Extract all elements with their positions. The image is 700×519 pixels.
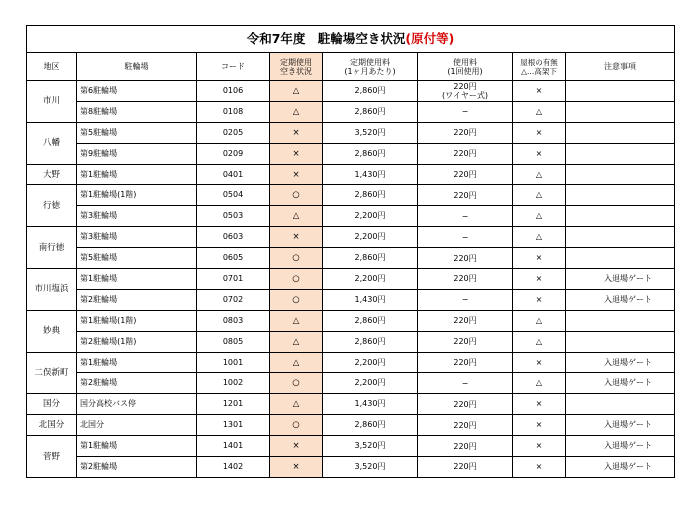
code-cell: 1301	[197, 415, 270, 436]
table-row	[27, 269, 675, 290]
code-cell: 1201	[197, 394, 270, 415]
roof-cell: △	[513, 227, 566, 248]
header-availability-line2: 空き状況	[280, 66, 312, 76]
code-cell: 0702	[197, 289, 270, 310]
code-cell: 1001	[197, 352, 270, 373]
area-cell: 国分	[27, 394, 77, 415]
notes-cell	[566, 227, 675, 248]
monthly-fee-cell: 2,200円	[323, 373, 418, 394]
lot-name-cell: 第2駐輪場(1階)	[77, 331, 197, 352]
monthly-fee-cell: 2,860円	[323, 101, 418, 122]
daily-fee-cell: −	[418, 227, 513, 248]
monthly-fee-cell: 2,200円	[323, 269, 418, 290]
table-row	[27, 394, 675, 415]
lot-name-cell: 第3駐輪場	[77, 227, 197, 248]
daily-fee-cell: 220円	[418, 164, 513, 185]
code-cell: 1002	[197, 373, 270, 394]
roof-cell: ×	[513, 436, 566, 457]
lot-name-cell: 第5駐輪場	[77, 122, 197, 143]
header-daily-line1: 使用料	[453, 57, 477, 67]
table-row	[27, 289, 675, 310]
table-row	[27, 101, 675, 122]
code-cell: 0205	[197, 122, 270, 143]
header-code: コード	[197, 53, 270, 81]
roof-cell: △	[513, 101, 566, 122]
lot-name-cell: 国分高校バス停	[77, 394, 197, 415]
code-cell: 0504	[197, 185, 270, 206]
table-row	[27, 122, 675, 143]
table-row	[27, 81, 675, 102]
availability-cell: ×	[270, 227, 323, 248]
area-cell: 菅野	[27, 436, 77, 478]
monthly-fee-cell: 2,200円	[323, 227, 418, 248]
lot-name-cell: 第9駐輪場	[77, 143, 197, 164]
notes-cell: 入退場ゲート	[566, 436, 675, 457]
table-row	[27, 227, 675, 248]
code-cell: 0701	[197, 269, 270, 290]
availability-cell: ○	[270, 415, 323, 436]
availability-cell: ×	[270, 143, 323, 164]
roof-cell: ×	[513, 248, 566, 269]
monthly-fee-cell: 2,200円	[323, 206, 418, 227]
notes-cell	[566, 331, 675, 352]
availability-cell: △	[270, 101, 323, 122]
monthly-fee-cell: 2,860円	[323, 310, 418, 331]
notes-cell	[566, 185, 675, 206]
availability-cell: △	[270, 331, 323, 352]
monthly-fee-cell: 2,860円	[323, 81, 418, 102]
area-cell: 南行徳	[27, 227, 77, 269]
code-cell: 1401	[197, 436, 270, 457]
monthly-fee-cell: 3,520円	[323, 122, 418, 143]
daily-fee-cell: −	[418, 206, 513, 227]
daily-fee-cell: 220円	[418, 143, 513, 164]
roof-cell: ×	[513, 289, 566, 310]
availability-cell: △	[270, 81, 323, 102]
header-monthly-line1: 定期使用料	[350, 57, 390, 67]
availability-cell: ×	[270, 436, 323, 457]
monthly-fee-cell: 3,520円	[323, 457, 418, 478]
roof-cell: ×	[513, 457, 566, 478]
notes-cell: 入退場ゲート	[566, 457, 675, 478]
monthly-fee-cell: 2,860円	[323, 143, 418, 164]
roof-cell: ×	[513, 143, 566, 164]
monthly-fee-cell: 1,430円	[323, 394, 418, 415]
area-cell: 八幡	[27, 122, 77, 164]
roof-cell: △	[513, 331, 566, 352]
lot-name-cell: 第2駐輪場	[77, 373, 197, 394]
monthly-fee-cell: 1,430円	[323, 164, 418, 185]
notes-cell	[566, 101, 675, 122]
notes-cell: 入退場ゲート	[566, 289, 675, 310]
availability-cell: ×	[270, 457, 323, 478]
code-cell: 0603	[197, 227, 270, 248]
daily-fee-value: 220円	[453, 81, 477, 91]
availability-cell: △	[270, 394, 323, 415]
availability-cell: △	[270, 206, 323, 227]
notes-cell	[566, 122, 675, 143]
code-cell: 0803	[197, 310, 270, 331]
monthly-fee-cell: 2,860円	[323, 185, 418, 206]
header-availability-line1: 定期使用	[280, 57, 312, 67]
monthly-fee-cell: 2,860円	[323, 415, 418, 436]
roof-cell: △	[513, 185, 566, 206]
header-lot: 駐輪場	[77, 53, 197, 81]
parking-availability-sheet	[26, 25, 674, 478]
title-highlight: (原付等)	[405, 31, 455, 46]
lot-name-cell: 北国分	[77, 415, 197, 436]
table-row	[27, 143, 675, 164]
notes-cell	[566, 206, 675, 227]
availability-cell: △	[270, 310, 323, 331]
notes-cell	[566, 394, 675, 415]
daily-fee-cell: 220円	[418, 269, 513, 290]
daily-fee-cell: 220円	[418, 394, 513, 415]
header-roof	[513, 53, 566, 81]
roof-cell: △	[513, 373, 566, 394]
monthly-fee-cell: 2,860円	[323, 331, 418, 352]
header-daily-line2: (1回使用)	[447, 66, 483, 76]
table-row	[27, 436, 675, 457]
notes-cell	[566, 164, 675, 185]
table-row	[27, 373, 675, 394]
area-cell: 大野	[27, 164, 77, 185]
lot-name-cell: 第6駐輪場	[77, 81, 197, 102]
table-row	[27, 457, 675, 478]
daily-fee-cell: −	[418, 101, 513, 122]
area-cell: 行徳	[27, 185, 77, 227]
notes-cell	[566, 143, 675, 164]
code-cell: 0401	[197, 164, 270, 185]
notes-cell: 入退場ゲート	[566, 415, 675, 436]
roof-cell: △	[513, 164, 566, 185]
table-row	[27, 310, 675, 331]
roof-cell: ×	[513, 269, 566, 290]
code-cell: 0108	[197, 101, 270, 122]
table-row	[27, 352, 675, 373]
daily-fee-cell: 220円	[418, 185, 513, 206]
daily-fee-cell: 220円	[418, 415, 513, 436]
title-main: 令和7年度 駐輪場空き状況	[246, 31, 406, 46]
code-cell: 0209	[197, 143, 270, 164]
daily-fee-cell: 220円	[418, 248, 513, 269]
code-cell: 0503	[197, 206, 270, 227]
header-roof-line2: △…高架下	[521, 66, 557, 76]
table-row	[27, 164, 675, 185]
header-monthly-fee	[323, 53, 418, 81]
daily-fee-cell: 220円	[418, 436, 513, 457]
header-area: 地区	[27, 53, 77, 81]
daily-fee-note: (ワイヤー式)	[441, 90, 488, 100]
roof-cell: △	[513, 206, 566, 227]
area-cell: 妙典	[27, 310, 77, 352]
roof-cell: ×	[513, 122, 566, 143]
lot-name-cell: 第2駐輪場	[77, 289, 197, 310]
daily-fee-cell: 220円	[418, 457, 513, 478]
monthly-fee-cell: 2,860円	[323, 248, 418, 269]
header-notes: 注意事項	[566, 53, 675, 81]
availability-cell: ○	[270, 269, 323, 290]
area-cell: 市川塩浜	[27, 269, 77, 311]
notes-cell	[566, 248, 675, 269]
daily-fee-cell: 220円	[418, 352, 513, 373]
lot-name-cell: 第1駐輪場(1階)	[77, 185, 197, 206]
header-monthly-line2: (1ヶ月あたり)	[344, 66, 396, 76]
monthly-fee-cell: 2,200円	[323, 352, 418, 373]
code-cell: 1402	[197, 457, 270, 478]
availability-cell: △	[270, 352, 323, 373]
roof-cell: △	[513, 310, 566, 331]
availability-cell: ×	[270, 122, 323, 143]
availability-cell: ×	[270, 164, 323, 185]
lot-name-cell: 第3駐輪場	[77, 206, 197, 227]
notes-cell	[566, 310, 675, 331]
lot-name-cell: 第1駐輪場(1階)	[77, 310, 197, 331]
notes-cell: 入退場ゲート	[566, 352, 675, 373]
roof-cell: ×	[513, 394, 566, 415]
availability-cell: ○	[270, 373, 323, 394]
roof-cell: ×	[513, 415, 566, 436]
monthly-fee-cell: 1,430円	[323, 289, 418, 310]
daily-fee-cell	[418, 81, 513, 102]
daily-fee-cell: 220円	[418, 122, 513, 143]
area-cell: 市川	[27, 81, 77, 123]
notes-cell: 入退場ゲート	[566, 269, 675, 290]
code-cell: 0805	[197, 331, 270, 352]
area-cell: 北国分	[27, 415, 77, 436]
table-body	[27, 81, 675, 478]
daily-fee-cell: −	[418, 289, 513, 310]
lot-name-cell: 第2駐輪場	[77, 457, 197, 478]
daily-fee-cell: 220円	[418, 310, 513, 331]
roof-cell: ×	[513, 352, 566, 373]
header-row	[27, 53, 675, 81]
page-title	[27, 26, 675, 53]
table-row	[27, 248, 675, 269]
area-cell: 二俣新町	[27, 352, 77, 394]
lot-name-cell: 第1駐輪場	[77, 436, 197, 457]
notes-cell: 入退場ゲート	[566, 373, 675, 394]
code-cell: 0605	[197, 248, 270, 269]
notes-cell	[566, 81, 675, 102]
lot-name-cell: 第8駐輪場	[77, 101, 197, 122]
monthly-fee-cell: 3,520円	[323, 436, 418, 457]
table-row	[27, 206, 675, 227]
table-row	[27, 185, 675, 206]
table-row	[27, 331, 675, 352]
daily-fee-cell: 220円	[418, 331, 513, 352]
availability-cell: ○	[270, 248, 323, 269]
lot-name-cell: 第1駐輪場	[77, 164, 197, 185]
code-cell: 0106	[197, 81, 270, 102]
header-availability	[270, 53, 323, 81]
table-row	[27, 415, 675, 436]
parking-availability-table	[26, 25, 675, 478]
availability-cell: ○	[270, 289, 323, 310]
roof-cell: ×	[513, 81, 566, 102]
daily-fee-cell: −	[418, 373, 513, 394]
header-roof-line1: 屋根の有無	[520, 57, 558, 67]
lot-name-cell: 第5駐輪場	[77, 248, 197, 269]
lot-name-cell: 第1駐輪場	[77, 269, 197, 290]
lot-name-cell: 第1駐輪場	[77, 352, 197, 373]
header-daily-fee	[418, 53, 513, 81]
availability-cell: ○	[270, 185, 323, 206]
